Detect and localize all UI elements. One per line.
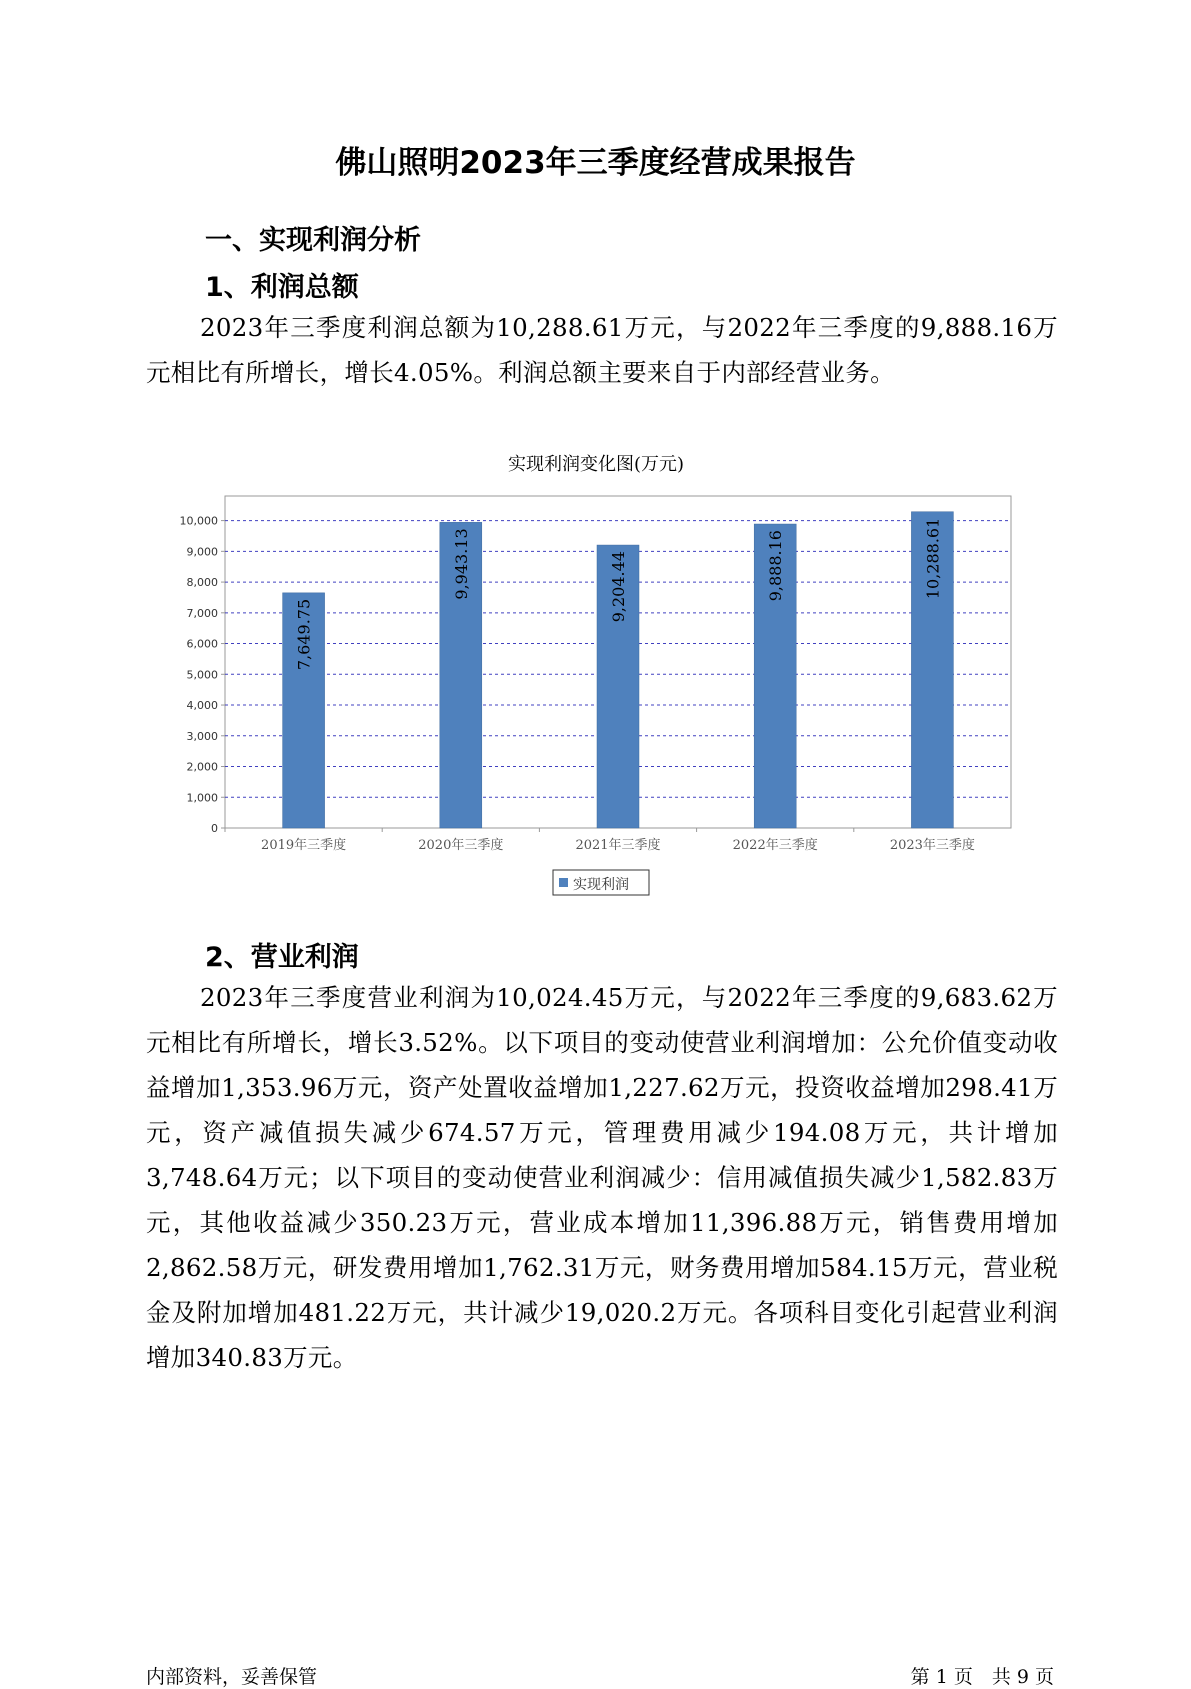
y-tick-label: 10,000 bbox=[179, 514, 218, 528]
page-title: 佛山照明2023年三季度经营成果报告 bbox=[335, 145, 856, 181]
y-tick-label: 5,000 bbox=[186, 668, 218, 682]
y-tick-label: 9,000 bbox=[186, 545, 218, 559]
total-profit-paragraph: 2023年三季度利润总额为10,288.61万元，与2022年三季度的9,888.16万元相比有所增长，增长4.05%。利润总额主要来自于内部经营业务。 bbox=[146, 313, 1058, 387]
x-axis-ticks bbox=[225, 828, 975, 853]
bar-value-label: 9,943.13 bbox=[451, 528, 471, 600]
x-tick-label: 2023年三季度 bbox=[889, 838, 975, 853]
bar-value-label: 7,649.75 bbox=[294, 598, 314, 671]
x-tick-label: 2019年三季度 bbox=[261, 838, 347, 853]
x-tick-label: 2020年三季度 bbox=[418, 838, 504, 853]
y-tick-label: 0 bbox=[211, 822, 218, 835]
y-tick-label: 3,000 bbox=[186, 729, 218, 743]
y-axis-ticks bbox=[180, 515, 226, 835]
x-tick-label: 2021年三季度 bbox=[575, 838, 661, 853]
bar-value-label: 9,204.44 bbox=[609, 551, 628, 623]
y-tick-label: 8,000 bbox=[186, 576, 218, 590]
y-tick-label: 6,000 bbox=[186, 637, 218, 651]
operating-profit-paragraph: 2023年三季度营业利润为10,024.45万元，与2022年三季度的9,683.62万元相比有所增长，增长3.52%。以下项目的变动使营业利润增加：公允价值变动收益增加1,353.96万元，资产处置收益增加1,227.62万元，投资收益增加298.41万元，资产减值损失减少674.57万元，管理费用减少194.08万元，共计增加3,748.64万元；以下项目的变动使营业利润减少：信用减值损失减少1,582.83万元，其他收益减少350.23万元，营业成本增加11,396.88万元，销售费用增加2,862.58万元，研发费用增加1,762.31万元，财务费用增加584.15万元，营业税金及附加增加481.22万元，共计减少19,020.2万元。各项科目变化引起营业利润增加340.83万元。 bbox=[146, 983, 1058, 1372]
x-tick-label: 2022年三季度 bbox=[732, 838, 818, 853]
footer-page-number: 第 1 页 共 9 页 bbox=[910, 1666, 1054, 1688]
legend-label-profit: 实现利润 bbox=[573, 877, 629, 893]
subsection-heading-total-profit: 1、利润总额 bbox=[205, 272, 359, 303]
y-tick-label: 4,000 bbox=[186, 699, 218, 713]
chart-title: 实现利润变化图(万元) bbox=[507, 454, 685, 475]
legend-swatch bbox=[559, 878, 568, 887]
footer-confidential-note: 内部资料，妥善保管 bbox=[146, 1666, 318, 1688]
bar-value-label: 10,288.61 bbox=[923, 517, 943, 600]
y-tick-label: 7,000 bbox=[186, 606, 218, 620]
bar-value-label: 9,888.16 bbox=[766, 530, 786, 602]
y-tick-label: 1,000 bbox=[186, 791, 218, 805]
subsection-heading-operating-profit: 2、营业利润 bbox=[205, 942, 359, 973]
y-tick-label: 2,000 bbox=[186, 760, 218, 774]
legend bbox=[553, 870, 649, 895]
section-heading-profit-analysis: 一、实现利润分析 bbox=[205, 225, 421, 256]
